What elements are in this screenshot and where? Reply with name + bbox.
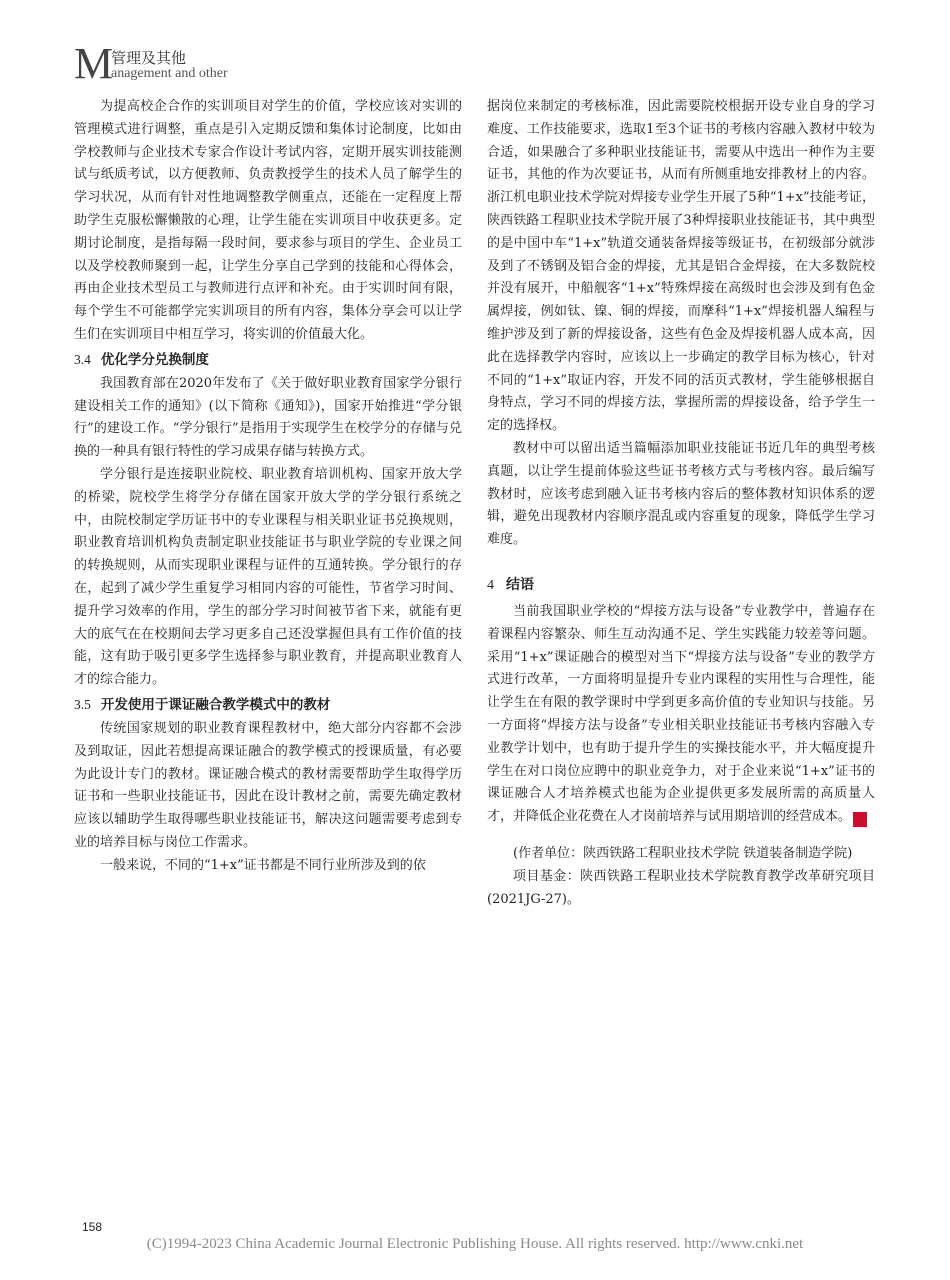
paragraph: 教材中可以留出适当篇幅添加职业技能证书近几年的典型考核真题，以让学生提前体验这些证书考核方式与考核内容。最后编写教材时，应该考虑到融入证书考核内容后的整体教材知识体系的逻辑，避免出现教材内容顺序混乱或内容重复的现象，降低学生学习难度。 [487, 440, 875, 548]
paragraph: 学分银行是连接职业院校、职业教育培训机构、国家开放大学的桥梁，院校学生将学分存储在国家开放大学的学分银行系统之中，由院校制定学历证书中的专业课程与相关职业证书兑换规则，职业教育培训机构负责制定职业技能证书与职业学院的专业课之间的转换规则，从而实现职业课程与证件的互通转换。学分银行的存在，起到了减少学生重复学习相同内容的可能性，节省学习时间、提升学习效率的作用，学生的部分学习时间被节省下来，就能有更大的底气在在校期间去学习更多自己还没掌握但具有工作价值的技能，这有助于吸引更多学生选择参与职业教育，并提高职业教育人才的综合能力。 [74, 466, 462, 688]
section-number: 3.4 [74, 351, 91, 367]
section-number: 3.5 [74, 696, 91, 712]
section-heading-4 [487, 570, 875, 601]
conclusion-text: 当前我国职业学校的“焊接方法与设备”专业教学中，普遍存在着课程内容繁杂、师生互动沟通不足、学生实践能力较差等问题。采用“1+x”课证融合的模型对当下“焊接方法与设备”专业的教学方式进行改革，一方面将明显提升专业内课程的实用性与合理性，能让学生在有限的教学课时中学到更多高价值的专业知识与技能。另一方面将“焊接方法与设备”专业相关职业技能证书考核内容融入专业教学计划中，也有助于提升学生的实操技能水平，并大幅度提升学生在对口岗位应聘中的职业竞争力，对于企业来说“1+x”证书的课证融合人才培养模式也能为企业提供更多发展所需的高质量人才，并降低企业花费在人才岗前培养与试用期培训的经营成本。 [487, 603, 875, 825]
paragraph [487, 601, 890, 829]
page-number: 158 [82, 1220, 103, 1234]
right-column [487, 96, 890, 911]
copyright-footer: (C)1994-2023 China Academic Journal Electronic Publishing House. All rights reserved. http://www.cnki.net [146, 1236, 804, 1252]
project-fund: 项目基金：陕西铁路工程职业技术学院教育教学改革研究项目(2021JG-27)。 [487, 868, 875, 907]
article-end-mark: 通 [853, 812, 867, 827]
paragraph-continued: 据岗位来制定的考核标准，因此需要院校根据开设专业自身的学习难度、工作技能要求，选取1至3个证书的考核内容融入教材中较为合适，如果融合了多种职业技能证书，需要从中选出一种作为主要证书，其他的作为次要证书，从而有所侧重地安排教材上的内容。浙江机电职业技术学院对焊接专业学生开展了5种“1+x”技能考证，陕西铁路工程职业技术学院开展了3种焊接职业技能证书，其中典型的是中国中车“1+x”轨道交通装备焊接等级证书，在初级部分就涉及到了不锈钢及铝合金的焊接，尤其是铝合金焊接，在大多数院校并没有展开，中船舰客“1+x”特殊焊接在高级时也会涉及到有色金属焊接，例如钛、镍、铜的焊接，而摩科“1+x”焊接机器人编程与维护涉及到了新的焊接设备，这些有色金及焊接机器人成本高，因此在选择教学内容时，应该以上一步确定的教学目标为核心，针对不同的“1+x”取证内容，开发不同的活页式教材，学生能够根据自身特点，学习不同的焊接方法，掌握所需的焊接设备，给予学生一定的选择权。 [487, 99, 875, 434]
section-title-cn: 管理及其他 [111, 49, 187, 67]
paragraph: 我国教育部在2020年发布了《关于做好职业教育国家学分银行建设相关工作的通知》(以下简称《通知》)，国家开始推进“学分银行”的建设工作。“学分银行”是指用于实现学生在校学分的存储与兑换的一种具有银行特性的学习成果存储与转换方式。 [74, 375, 462, 460]
section-title: 开发使用于课证融合教学模式中的教材 [100, 696, 331, 713]
paragraph: 传统国家规划的职业教育课程教材中，绝大部分内容都不会涉及到取证，因此若想提高课证融合的教学模式的授课质量，有必要为此设计专门的教材。课证融合模式的教材需要帮助学生取得学历证书和一些职业技能证书，因此在设计教材之前，需要先确定教材应该以辅助学生取得哪些职业技能证书，解决这问题需要考虑到专业的培养目标与岗位工作需求。 [74, 720, 462, 850]
spacer [487, 829, 875, 843]
section-title: 结语 [506, 576, 534, 593]
author-affiliation: (作者单位：陕西铁路工程职业技术学院 铁道装备制造学院) [513, 845, 853, 861]
header-initial-letter: M [74, 39, 114, 88]
section-title-en: anagement and other [111, 66, 228, 81]
paragraph: 一般来说，不同的“1+x”证书都是不同行业所涉及到的依 [100, 857, 426, 873]
section-number: 4 [487, 577, 494, 593]
section-heading-3-5 [74, 692, 462, 718]
paragraph: 为提高校企合作的实训项目对学生的价值，学校应该对实训的管理模式进行调整，重点是引入定期反馈和集体讨论制度，比如由学校教师与企业技术专家合作设计考试内容，定期开展实训技能测试与纸质考试，以方便教师、负责教授学生的技术人员了解学生的学习状况，从而有针对性地调整教学侧重点，还能在一定程度上帮助学生克服松懈懒散的心理，让学生能在实训项目中收获更多。定期讨论制度，是指每隔一段时间，要求参与项目的学生、企业员工以及学校教师聚到一起，让学生分享自己学到的技能和心得体会，再由企业技术型员工与教师进行点评和补充。由于实训时间有限，每个学生不可能都学完实训项目的所有内容，集体分享会可以让学生们在实训项目中相互学习，将实训的价值最大化。 [74, 99, 462, 342]
left-column [74, 96, 462, 878]
section-title: 优化学分兑换制度 [100, 351, 209, 368]
section-heading-3-4 [74, 347, 462, 373]
